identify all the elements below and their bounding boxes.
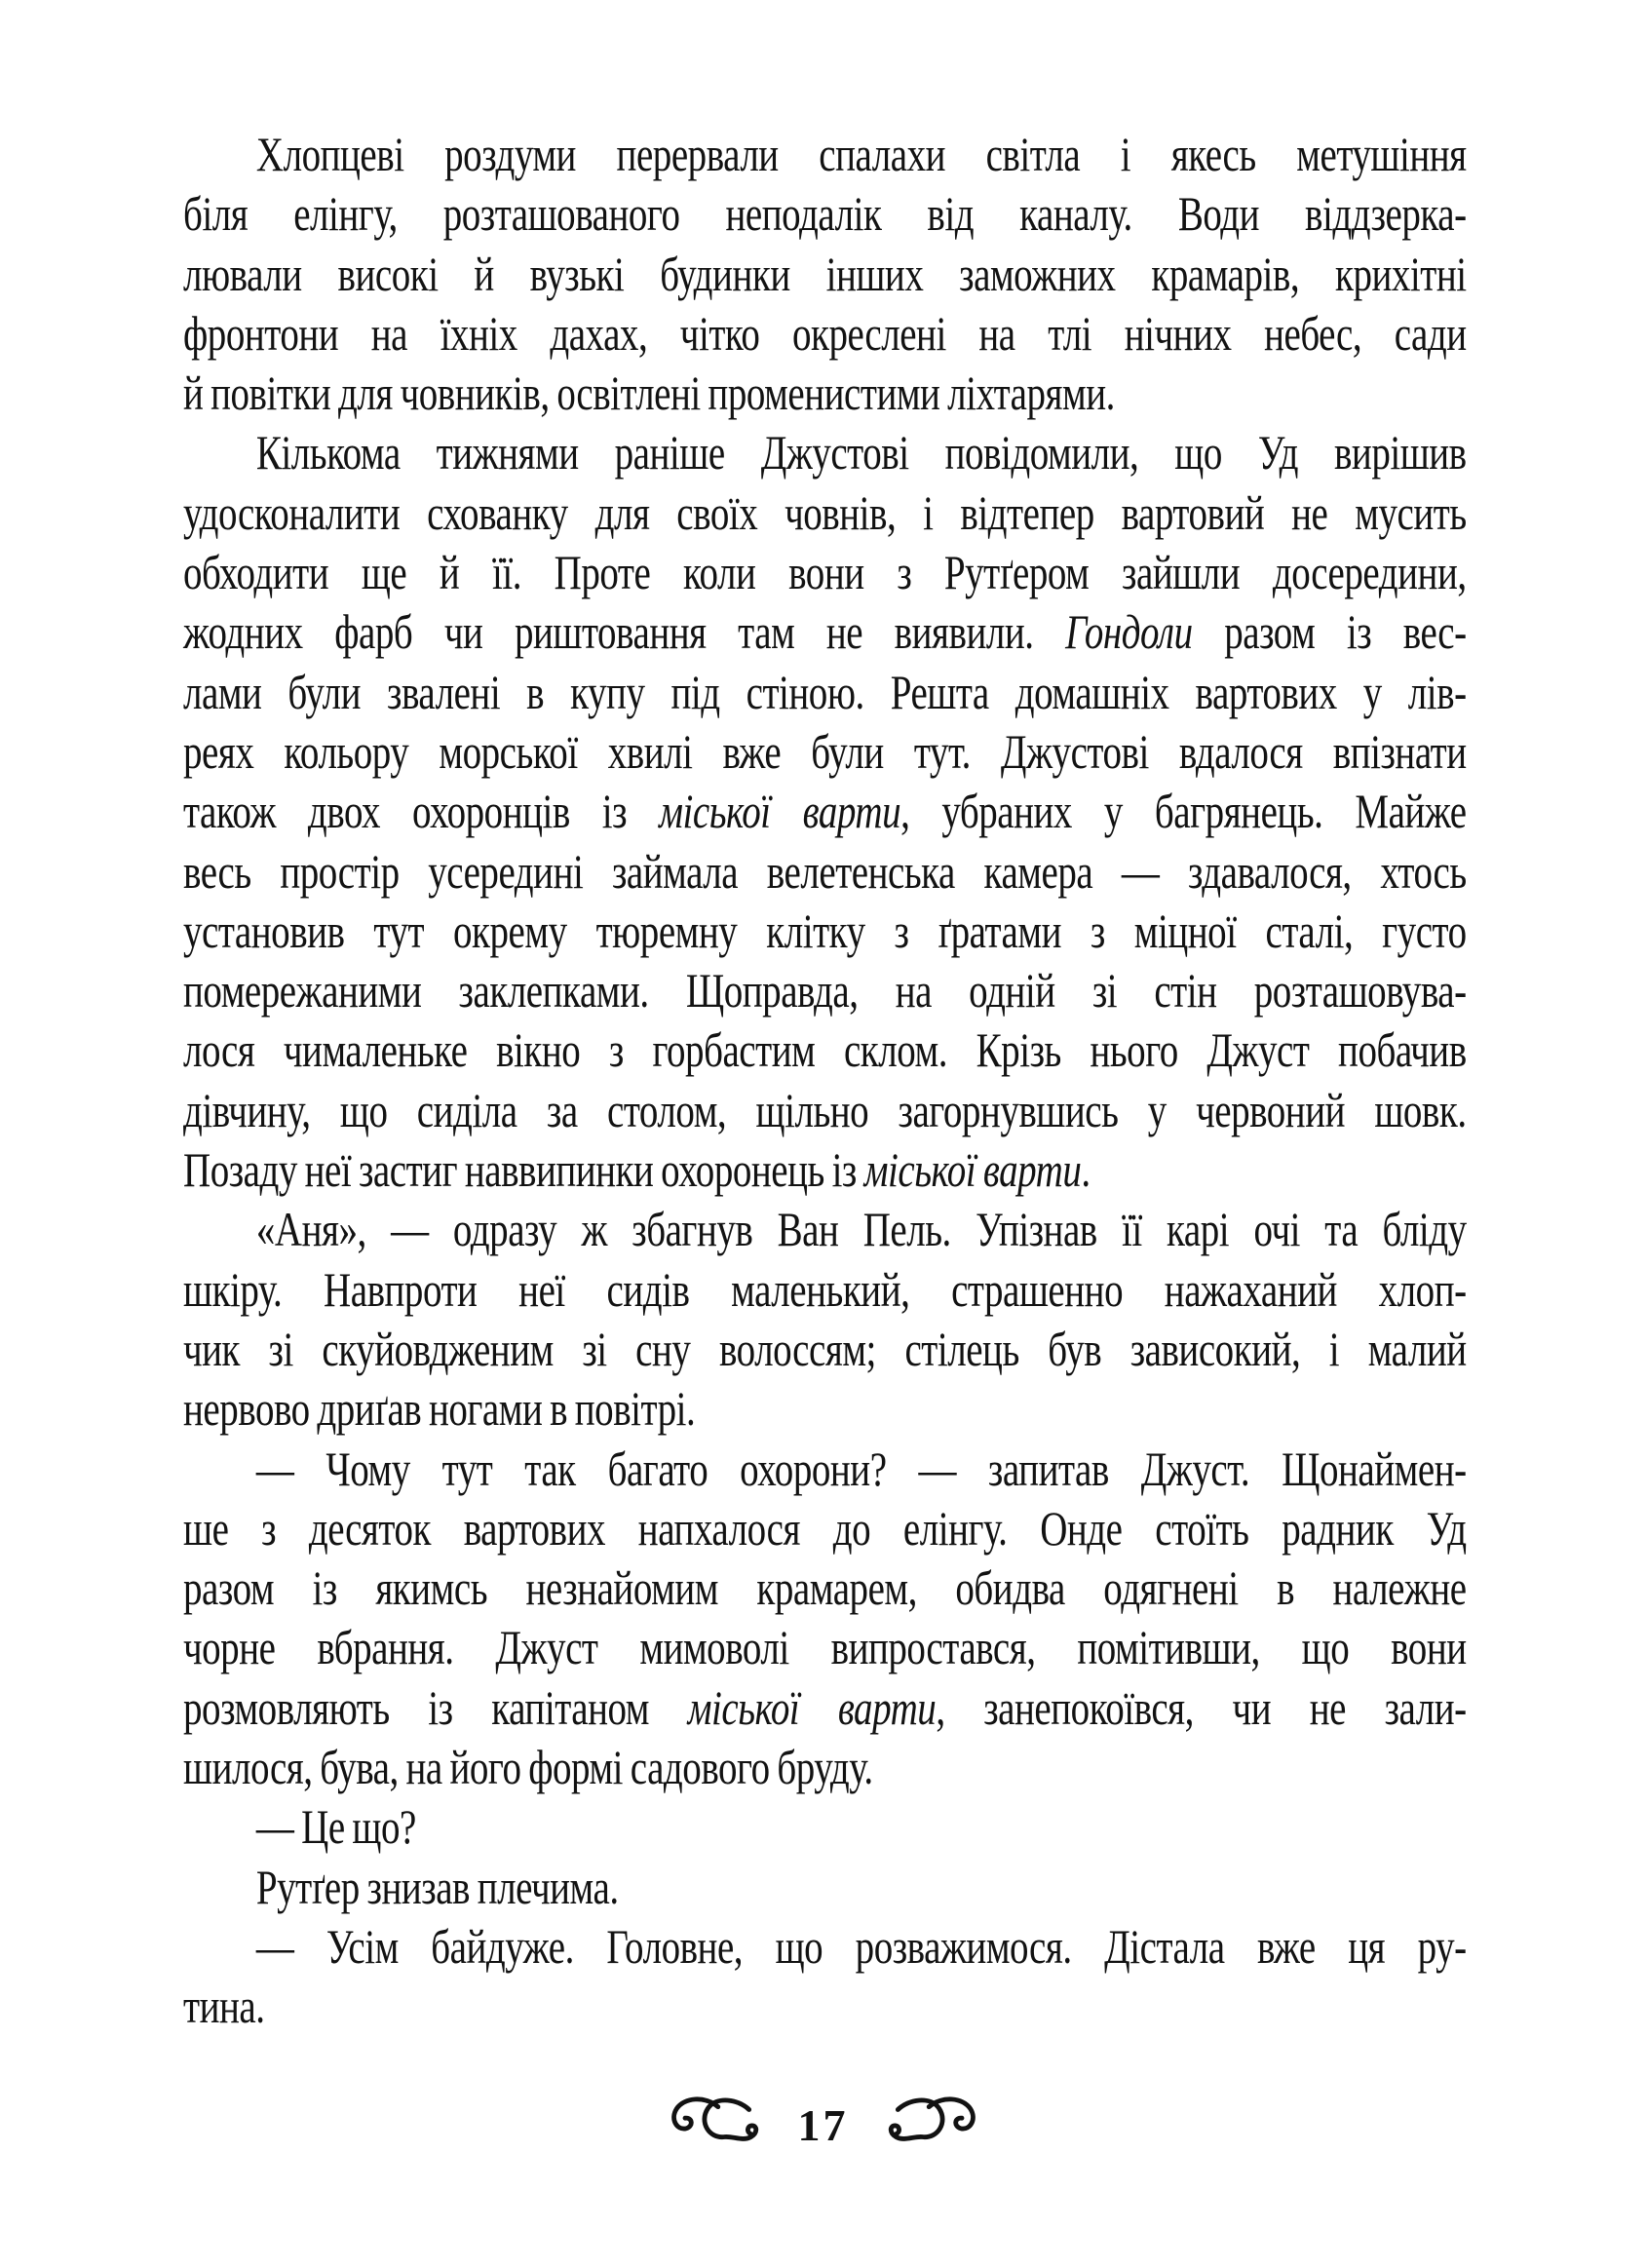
text-line (183, 1081, 1467, 1140)
text-segment: лювали високі й вузькі будинки інших заможних крамарів, крихітні (183, 246, 1467, 301)
text-segment: чорне вбрання. Джуст мимоволі випростався, помітивши, що вони (183, 1620, 1467, 1675)
paragraph (183, 1200, 1467, 1439)
text-segment: ше з десяток вартових напхалося до елінгу. Онде стоїть радник Уд (183, 1500, 1467, 1556)
text-line (183, 423, 1467, 482)
text-segment-italic: міської варти (687, 1679, 937, 1735)
text-segment: — Чому тут так багато охорони? — запитав Джуст. Щонаймен- (255, 1441, 1467, 1496)
text-segment: жодних фарб чи риштовання там не виявили. (183, 604, 1066, 660)
text-segment: нервово дриґав ногами в повітрі. (183, 1381, 696, 1437)
text-segment: — Усім байдуже. Головне, що розважимося. Дістала вже ця ру- (255, 1918, 1467, 1974)
text-segment: Позаду неї застиг наввипинки охоронець із (183, 1142, 864, 1198)
text-segment: помережаними заклепками. Щоправда, на одній зі стін розташовува- (183, 963, 1467, 1019)
text-segment: Хлопцеві роздуми перервали спалахи світла і якесь метушіння (255, 127, 1467, 181)
text-line (183, 304, 1467, 364)
text-line (183, 902, 1467, 961)
text-line (183, 602, 1467, 662)
text-segment: разом із вес- (1192, 604, 1467, 660)
text-line (183, 1738, 1467, 1797)
text-segment: — Це що? (255, 1799, 416, 1855)
text-segment: . (1081, 1142, 1091, 1198)
text-segment: тина. (183, 1979, 265, 2034)
text-segment: й повітки для човників, освітлені променистими ліхтарями. (183, 365, 1115, 421)
text-line (183, 1678, 1467, 1738)
text-segment: чик зі скуйовдженим зі сну волоссям; стілець був зависокий, і малий (183, 1321, 1467, 1376)
text-segment: Кількома тижнями раніше Джустові повідомили, що Уд вирішив (255, 425, 1467, 481)
paragraph (183, 423, 1467, 1200)
paragraph (183, 1858, 1467, 1917)
text-line (183, 1020, 1467, 1080)
swirl-flourish-right-icon (880, 2095, 989, 2152)
text-segment: лося чималеньке вікно з горбастим склом. Крізь нього Джуст побачив (183, 1022, 1467, 1078)
text-line (183, 961, 1467, 1020)
text-segment: шкіру. Навпроти неї сидів маленький, страшенно нажаханий хлоп- (183, 1261, 1467, 1317)
text-segment-italic: Гондоли (1065, 604, 1193, 660)
text-line (183, 1797, 1467, 1857)
text-line (183, 1499, 1467, 1558)
text-segment: , убраних у багрянець. Майже (900, 784, 1467, 839)
text-line (183, 842, 1467, 902)
text-segment: установив тут окрему тюремну клітку з ґратами з міцної сталі, густо (183, 903, 1467, 958)
text-line (183, 1140, 1467, 1200)
text-line (183, 364, 1467, 423)
page-footer (0, 2095, 1646, 2152)
text-line (183, 1977, 1467, 2036)
text-line (183, 663, 1467, 722)
text-line (183, 722, 1467, 782)
text-line (183, 1320, 1467, 1379)
text-segment: шилося, бува, на його формі садового бруду. (183, 1740, 873, 1795)
page-number: 17 (797, 2100, 849, 2150)
paragraph (183, 1917, 1467, 2037)
text-line (183, 1618, 1467, 1677)
paragraph (183, 125, 1467, 423)
paragraph (183, 1797, 1467, 1857)
text-line (183, 1379, 1467, 1439)
text-segment: фронтони на їхніх дахах, чітко окреслені на тлі нічних небес, сади (183, 305, 1467, 361)
text-line (183, 1260, 1467, 1320)
text-segment-italic: міської варти (659, 784, 901, 839)
text-segment: «Аня», — одразу ж збагнув Ван Пель. Упізнав її карі очі та бліду (255, 1202, 1467, 1257)
text-line (183, 1440, 1467, 1499)
text-segment: разом із якимсь незнайомим крамарем, обидва одягнені в належне (183, 1560, 1467, 1616)
text-segment-italic: міської варти (863, 1142, 1082, 1198)
text-segment: біля елінгу, розташованого неподалік від каналу. Води віддзерка- (183, 186, 1467, 242)
text-block (183, 125, 1467, 2037)
text-segment: обходити ще й її. Проте коли вони з Рутґером зайшли досередини, (183, 545, 1467, 600)
text-line (183, 782, 1467, 841)
text-line (183, 245, 1467, 304)
text-segment: весь простір усередині займала велетенська камера — здавалося, хтось (183, 843, 1467, 899)
swirl-flourish-left-icon (658, 2095, 767, 2152)
text-line (183, 1858, 1467, 1917)
text-line (183, 543, 1467, 602)
text-segment: дівчину, що сиділа за столом, щільно загорнувшись у червоний шовк. (183, 1082, 1467, 1137)
text-line (183, 1917, 1467, 1977)
text-line (183, 184, 1467, 244)
text-line (183, 483, 1467, 543)
text-segment: Рутґер знизав плечима. (255, 1859, 619, 1914)
text-line (183, 125, 1467, 184)
text-segment: реях кольору морської хвилі вже були тут. Джустові вдалося впізнати (183, 723, 1467, 779)
text-segment: , занепокоївся, чи не зали- (936, 1679, 1467, 1735)
text-segment: розмовляють із капітаном (183, 1679, 688, 1735)
paragraph (183, 1440, 1467, 1798)
text-line (183, 1558, 1467, 1618)
text-segment: удосконалити схованку для своїх човнів, і відтепер вартовий не мусить (183, 484, 1467, 540)
text-segment: лами були звалені в купу під стіною. Решта домашніх вартових у лів- (183, 664, 1467, 719)
text-segment: також двох охоронців із (183, 784, 660, 839)
text-line (183, 1200, 1467, 1259)
